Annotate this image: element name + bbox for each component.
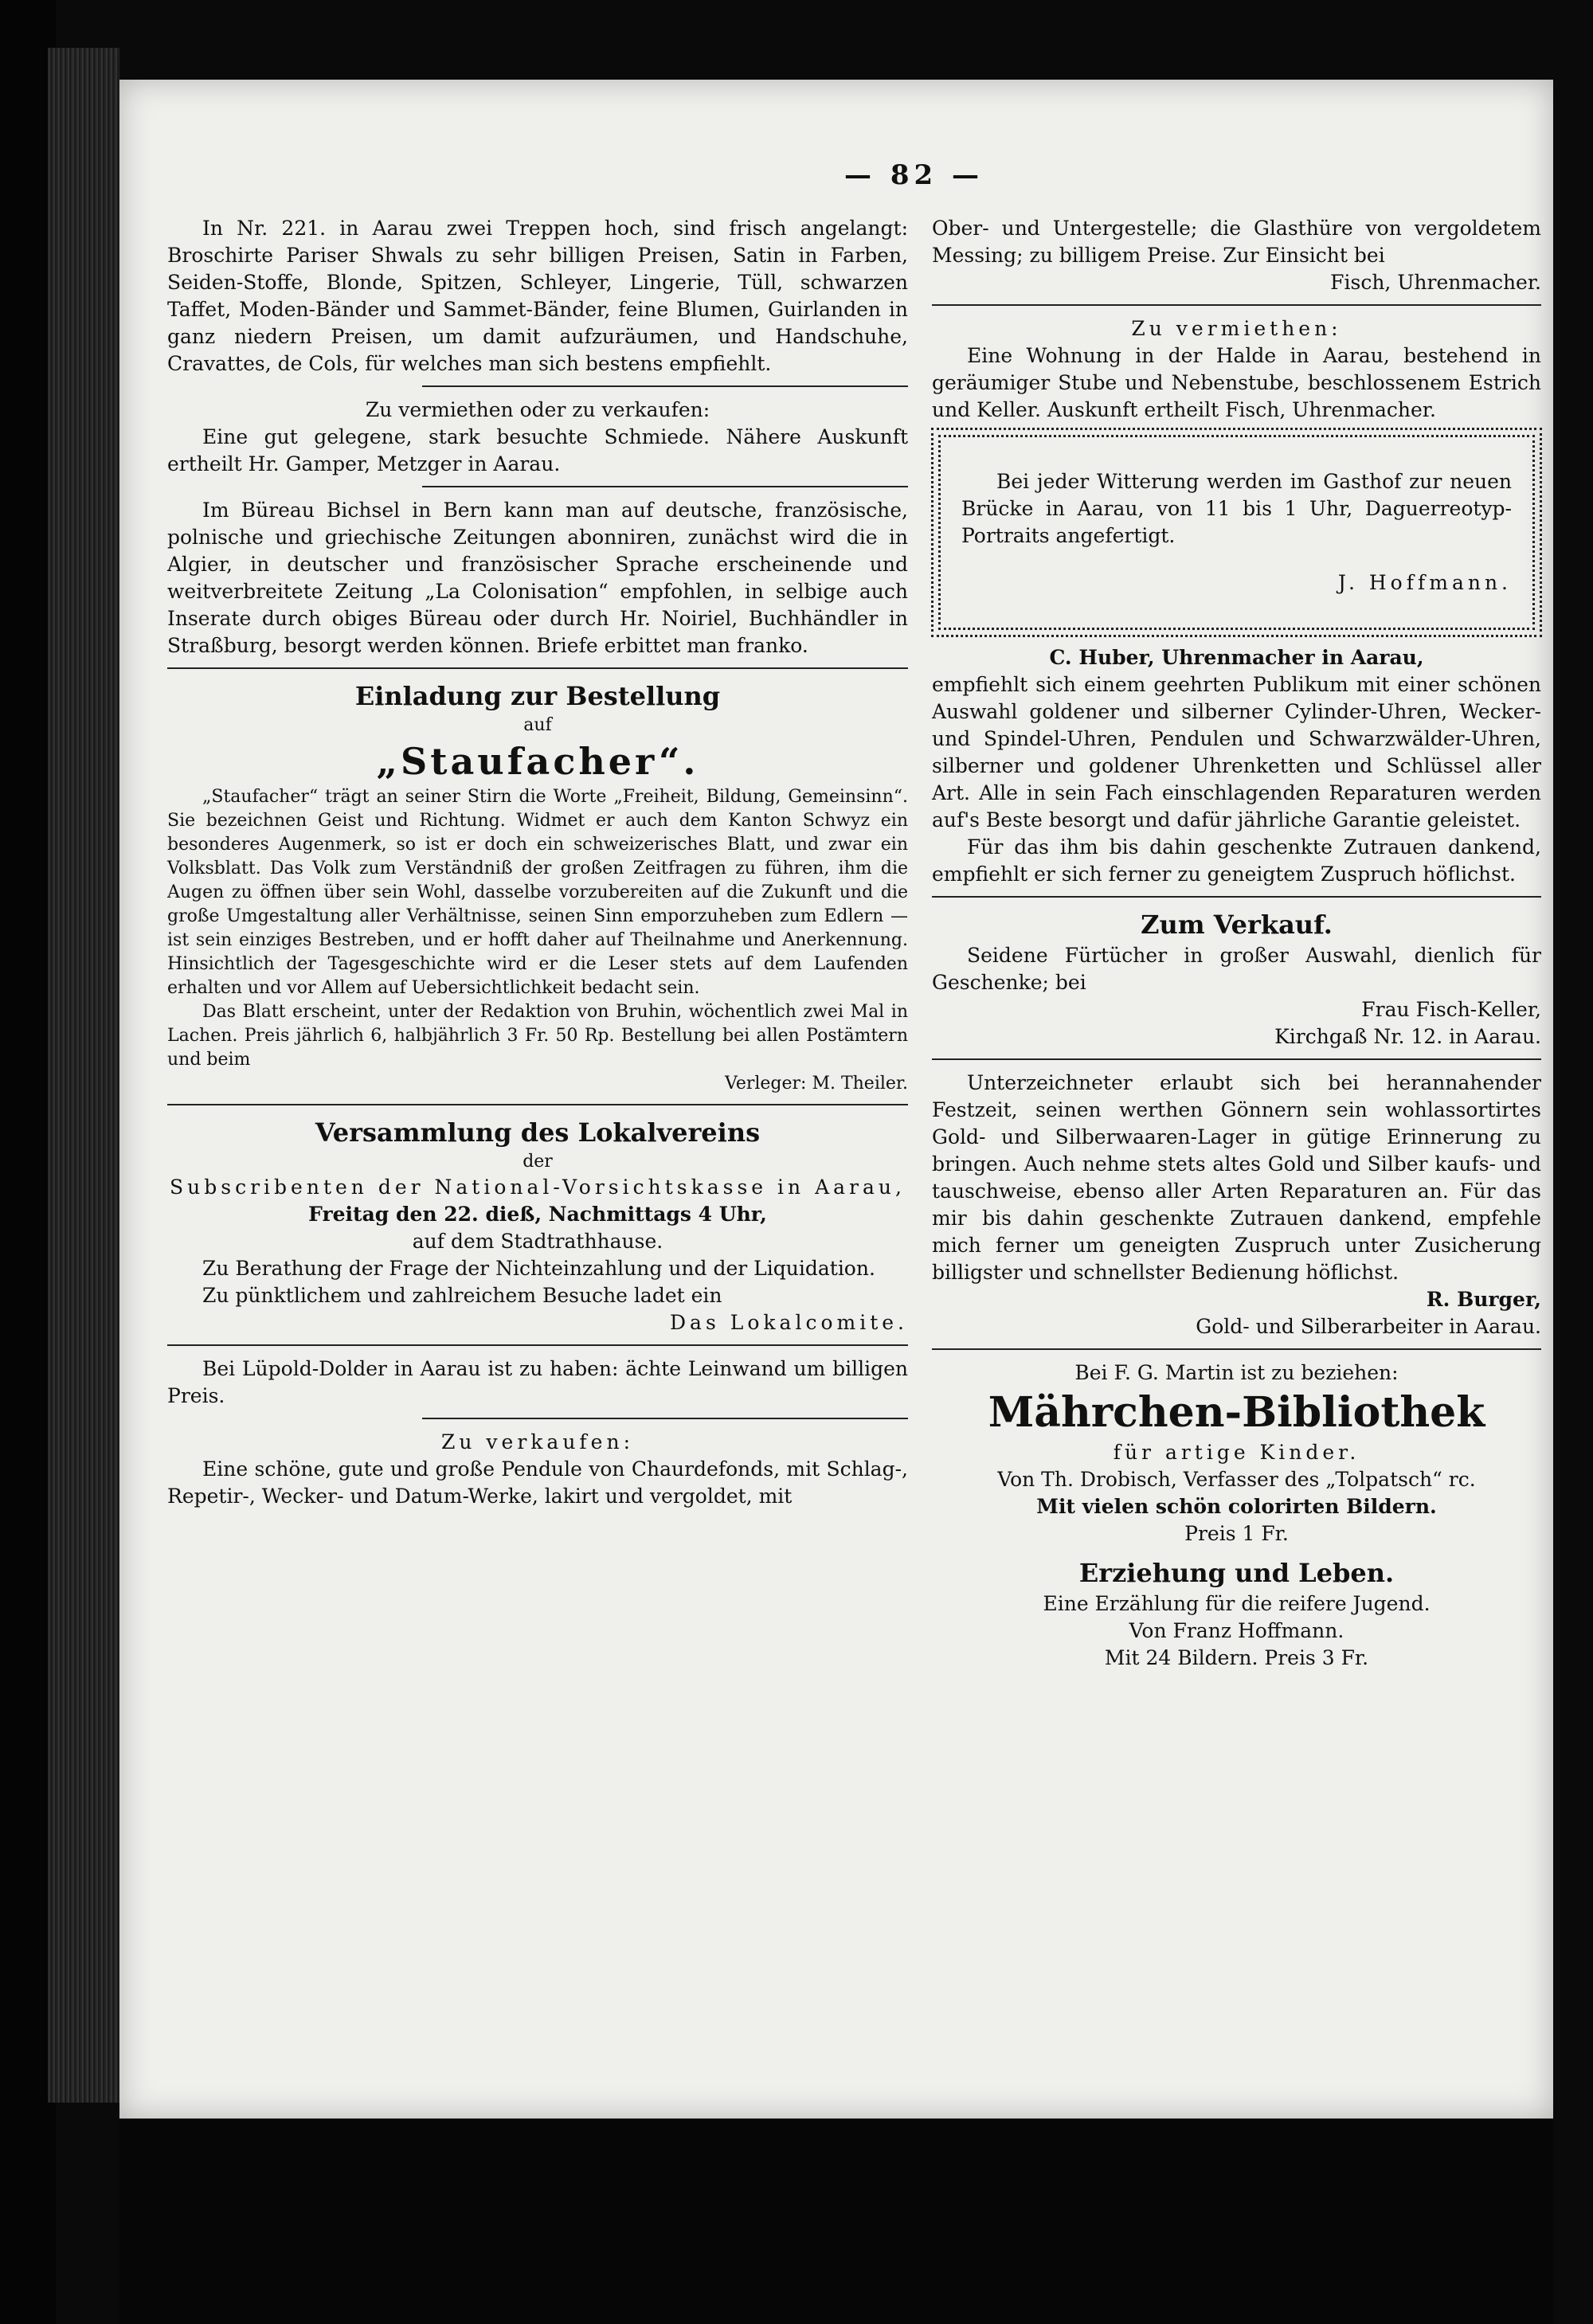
book-subtitle: für artige Kinder. (1113, 1441, 1360, 1464)
ad-pendule-continued (932, 215, 1541, 296)
divider (422, 1418, 908, 1419)
ad-subtitle: auf (523, 715, 552, 735)
ad-paris-goods (167, 215, 908, 378)
ad-text: empfiehlt sich einem geehrten Publikum mit einer schönen Auswahl goldener und silberner Cylinder-Uhren, Wecker- und Spindel-Uhren, Pendulen und Schwarzwälder-Uhren, silberner und goldener Uhrenketten und Schlüssel aller Art. Alle in sein Fach einschlagenden Reparaturen werden auf's Beste besorgt und dafür jährliche Garantie geleistet. (932, 673, 1541, 831)
ad-title: Zu verkaufen: (440, 1430, 634, 1453)
ad-smithy (167, 397, 908, 478)
ad-text: Eine gut gelegene, stark besuchte Schmiede. Nähere Auskunft ertheilt Hr. Gamper, Metzger in Aarau. (167, 425, 908, 475)
ad-intro: Bei F. G. Martin ist zu beziehen: (1074, 1361, 1399, 1384)
divider (422, 486, 908, 487)
book-author: Von Th. Drobisch, Verfasser des „Tolpatsch“ rc. (997, 1468, 1476, 1491)
ad-text: Eine Wohnung in der Halde in Aarau, bestehend in geräumiger Stube und Nebenstube, beschlossenem Estrich und Keller. Auskunft ertheilt Fisch, Uhrenmacher. (932, 344, 1541, 421)
ad-signature: Kirchgaß Nr. 12. in Aarau. (1274, 1025, 1541, 1048)
ad-text: Bei Lüpold-Dolder in Aarau ist zu haben: ächte Leinwand um billigen Preis. (167, 1357, 908, 1407)
ad-erziehung (932, 1555, 1541, 1672)
ad-burger (932, 1070, 1541, 1340)
left-column (167, 215, 908, 1510)
ad-text: Eine schöne, gute und große Pendule von Chaurdefonds, mit Schlag-, Repetir-, Wecker- und Datum-Werke, lakirt und vergoldet, mit (167, 1457, 908, 1508)
ad-text: Zu pünktlichem und zahlreichem Besuche ladet ein (202, 1284, 722, 1307)
divider (167, 1344, 908, 1346)
ad-wohnung (932, 315, 1541, 424)
ad-text: Seidene Fürtücher in großer Auswahl, dienlich für Geschenke; bei (932, 944, 1541, 994)
ad-text: Für das ihm bis dahin geschenkte Zutrauen dankend, empfiehlt er sich ferner zu geneigtem Zuspruch höflichst. (932, 835, 1541, 886)
ad-signature: Das Lokalcomite. (670, 1311, 908, 1334)
divider (932, 896, 1541, 898)
book-page-edges (48, 48, 119, 2103)
ad-maehrchen (932, 1360, 1541, 1547)
ad-signature: Gold- und Silberarbeiter in Aarau. (1196, 1315, 1541, 1338)
right-column (932, 215, 1541, 1672)
ad-staufacher (167, 679, 908, 1096)
scan-background-bottom (119, 2119, 1553, 2324)
book-title: Erziehung und Leben. (1078, 1558, 1395, 1588)
ad-title: Zum Verkauf. (1141, 910, 1333, 940)
ad-title: Versammlung des Lokalvereins (315, 1117, 761, 1148)
ad-subtitle: Subscribenten der National-Vorsichtskasse in Aarau, (170, 1176, 906, 1199)
ad-daguerreotyp-box (938, 435, 1535, 630)
ad-text: Unterzeichneter erlaubt sich bei herannahender Festzeit, seinen werthen Gönnern sein wohlassortirtes Gold- und Silberwaaren-Lager in gütige Erinnerung zu bringen. Auch nehme stets altes Gold und Silber kaufs- und tauschweise, ebenso aller Arten Reparaturen an. Für das mir bis dahin geschenkte Zutrauen dankend, empfehle mich ferner um geneigten Zuspruch unter Zusicherung billigster und schnellster Bedienung höflichst. (932, 1071, 1541, 1284)
ad-signature: J. Hoffmann. (1337, 571, 1512, 594)
ad-text: „Staufacher“ trägt an seiner Stirn die Worte „Freiheit, Bildung, Gemeinsinn“. Sie bezeichnen Geist und Richtung. Widmet er auch dem Kanton Schwyz ein besonderes Augenmerk, so ist er doch ein schweizerisches Blatt, und zwar ein Volksblatt. Das Volk zum Verständniß der großen Zeitfragen zu führen, ihm die Augen zu öffnen über sein Wohl, dasselbe vorzubereiten auf die Zukunft und die große Umgestaltung aller Verhältnisse, seinen Sinn emporzuheben zum Edlern — ist sein einziges Bestreben, und er hofft daher auf Theilnahme und Anerkennung. Hinsichtlich der Tagesgeschichte wird er die Leser stets auf dem Laufenden erhalten und vor Allem auf Uebersichtlichkeit bedacht sein. (167, 787, 908, 998)
book-subtitle: Eine Erzählung für die reifere Jugend. (1043, 1592, 1431, 1615)
book-note: Mit 24 Bildern. Preis 3 Fr. (1104, 1646, 1369, 1669)
book-note: Mit vielen schön colorirten Bildern. (1036, 1495, 1437, 1518)
book-price: Preis 1 Fr. (1184, 1522, 1289, 1545)
ad-signature: R. Burger, (1426, 1288, 1541, 1311)
ad-text: Ober- und Untergestelle; die Glasthüre von vergoldetem Messing; zu billigem Preise. Zur Einsicht bei (932, 217, 1541, 267)
ad-subtitle: der (523, 1152, 553, 1172)
ad-versammlung (167, 1115, 908, 1336)
ad-title: Zu vermiethen oder zu verkaufen: (365, 398, 710, 421)
ad-text: Im Büreau Bichsel in Bern kann man auf deutsche, französische, polnische und griechische Zeitungen abonniren, zunächst wird die in Algier, in deutscher und französischer Sprache erscheinende und weitverbreitete Zeitung „La Colonisation“ empfohlen, in selbige auch Inserate durch obiges Büreau oder durch Hr. Noiriel, Buchhändler in Straßburg, besorgt werden können. Briefe erbittet man franko. (167, 499, 908, 657)
ad-signature: Fisch, Uhrenmacher. (1330, 271, 1541, 294)
ad-pendule (167, 1429, 908, 1510)
divider (932, 304, 1541, 306)
ad-text: In Nr. 221. in Aarau zwei Treppen hoch, sind frisch angelangt: Broschirte Pariser Shwals zu sehr billigen Preisen, Satin in Farben, Seiden-Stoffe, Blonde, Spitzen, Schleyer, Lingerie, Tüll, schwarzen Taffet, Moden-Bänder und Sammet-Bänder, feine Blumen, Guirlanden in ganz niedern Preisen, um damit aufzuräumen, und Handschuhe, Cravattes, de Cols, für welches man sich bestens empfiehlt. (167, 217, 908, 375)
newspaper-name: „Staufacher“. (376, 740, 699, 783)
ad-bureau-bichsel (167, 497, 908, 659)
ad-place: auf dem Stadtrathhause. (412, 1230, 663, 1253)
ad-title: Zu vermiethen: (1131, 317, 1342, 340)
ad-title: C. Huber, Uhrenmacher in Aarau, (1049, 646, 1424, 669)
ad-leinwand (167, 1356, 908, 1410)
book-author: Von Franz Hoffmann. (1129, 1619, 1344, 1642)
page-number: — 82 — (844, 159, 984, 191)
ad-signature: Frau Fisch-Keller, (1361, 998, 1541, 1021)
divider (167, 1104, 908, 1105)
ad-zum-verkauf (932, 907, 1541, 1050)
ad-huber (932, 644, 1541, 888)
ad-text: Das Blatt erscheint, unter der Redaktion von Bruhin, wöchentlich zwei Mal in Lachen. Preis jährlich 6, halbjährlich 3 Fr. 50 Rp. Bestellung bei allen Postämtern und beim (167, 1002, 908, 1070)
ad-date: Freitag den 22. dieß, Nachmittags 4 Uhr, (308, 1203, 767, 1226)
ad-text: Zu Berathung der Frage der Nichteinzahlung und der Liquidation. (202, 1257, 875, 1280)
divider (932, 1348, 1541, 1350)
ad-signature: Verleger: M. Theiler. (724, 1074, 908, 1094)
divider (167, 667, 908, 669)
book-title: Mährchen-Bibliothek (988, 1388, 1485, 1437)
divider (932, 1058, 1541, 1060)
spacer (932, 1547, 1541, 1555)
ad-title: Einladung zur Bestellung (354, 681, 721, 711)
divider (422, 385, 908, 387)
ad-text: Bei jeder Witterung werden im Gasthof zur neuen Brücke in Aarau, von 11 bis 1 Uhr, Daguerreotyp-Portraits angefertigt. (961, 470, 1512, 547)
